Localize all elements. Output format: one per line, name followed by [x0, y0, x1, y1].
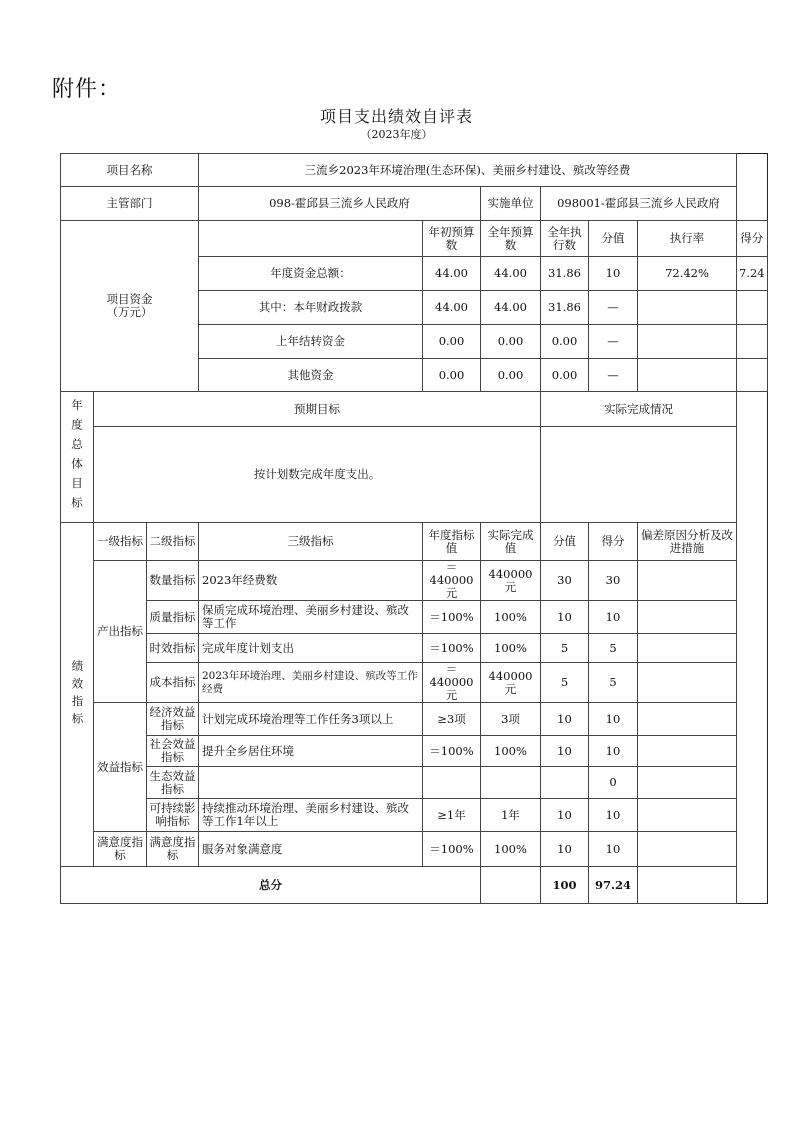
perf-col-reason: 偏差原因分析及改进措施 — [638, 523, 737, 561]
perf-reason — [638, 663, 737, 703]
perf-score: 5 — [589, 634, 638, 663]
funds-header-blank — [199, 221, 423, 257]
goals-expected-header: 预期目标 — [94, 392, 541, 427]
perf-label: 绩效指标 — [70, 659, 85, 730]
funds-row-initial: 44.00 — [423, 291, 481, 325]
project-name-value: 三流乡2023年环境治理(生态环保)、美丽乡村建设、殡改等经费 — [199, 154, 737, 187]
perf-target: ＝100% — [423, 601, 481, 634]
funds-row-annual: 44.00 — [481, 291, 541, 325]
funds-unit: （万元） — [106, 305, 153, 319]
group-output: 产出指标 — [94, 561, 147, 703]
funds-row-annual: 0.00 — [481, 325, 541, 359]
funds-label: 项目资金 — [106, 292, 153, 306]
funds-col-rate: 执行率 — [638, 221, 737, 257]
perf-reason — [638, 703, 737, 736]
goals-actual-header: 实际完成情况 — [541, 392, 737, 427]
perf-row — [61, 799, 768, 832]
perf-level3: 计划完成环境治理等工作任务3项以上 — [199, 703, 423, 736]
perf-score-value: 30 — [541, 561, 589, 601]
perf-target: ≥1年 — [423, 799, 481, 832]
perf-col-actual: 实际完成值 — [481, 523, 541, 561]
perf-level2: 满意度指标 — [147, 832, 199, 867]
funds-row-score-value: — — [589, 359, 638, 392]
perf-score: 10 — [589, 736, 638, 767]
funds-row-executed: 31.86 — [541, 291, 589, 325]
perf-target: ＝100% — [423, 634, 481, 663]
project-name-label: 项目名称 — [61, 154, 199, 187]
perf-target: ≥3项 — [423, 703, 481, 736]
perf-actual: 100% — [481, 832, 541, 867]
perf-row — [61, 703, 768, 736]
perf-target: ＝100% — [423, 832, 481, 867]
funds-row-score: 7.24 — [737, 257, 768, 291]
perf-level3: 持续推动环境治理、美丽乡村建设、殡改等工作1年以上 — [199, 799, 423, 832]
funds-row-score-value: 10 — [589, 257, 638, 291]
perf-score: 10 — [589, 703, 638, 736]
goals-label: 年度总体目标 — [70, 398, 84, 516]
perf-level3: 服务对象满意度 — [199, 832, 423, 867]
perf-score-value: 10 — [541, 703, 589, 736]
perf-col-target: 年度指标值 — [423, 523, 481, 561]
funds-row-rate — [638, 291, 737, 325]
funds-col-score-value: 分值 — [589, 221, 638, 257]
perf-level2: 成本指标 — [147, 663, 199, 703]
perf-actual: 3项 — [481, 703, 541, 736]
perf-score-value — [541, 767, 589, 799]
funds-col-score: 得分 — [737, 221, 768, 257]
perf-target: ＝440000元 — [423, 561, 481, 601]
perf-reason — [638, 767, 737, 799]
perf-level3: 2023年经费数 — [199, 561, 423, 601]
page-title: 项目支出绩效自评表 — [319, 107, 473, 126]
page-subtitle: （2023年度） — [360, 128, 433, 141]
goals-actual-text — [541, 427, 737, 523]
perf-col-score: 得分 — [589, 523, 638, 561]
funds-row-annual: 44.00 — [481, 257, 541, 291]
funds-row-score-value: — — [589, 291, 638, 325]
perf-reason — [638, 634, 737, 663]
perf-level2: 时效指标 — [147, 634, 199, 663]
funds-section-label — [61, 221, 199, 392]
perf-actual: 440000元 — [481, 663, 541, 703]
perf-col-score-value: 分值 — [541, 523, 589, 561]
perf-target: ＝440000元 — [423, 663, 481, 703]
perf-row — [61, 663, 768, 703]
funds-row-annual: 0.00 — [481, 359, 541, 392]
total-score: 97.24 — [589, 867, 638, 904]
perf-level3: 2023年环境治理、美丽乡村建设、殡改等工作经费 — [199, 663, 423, 703]
perf-reason — [638, 832, 737, 867]
perf-score: 10 — [589, 799, 638, 832]
perf-level3: 完成年度计划支出 — [199, 634, 423, 663]
attachment-label: 附件： — [52, 77, 122, 102]
perf-score-value: 10 — [541, 832, 589, 867]
perf-score: 10 — [589, 601, 638, 634]
funds-row-label: 其中：本年财政拨款 — [199, 291, 423, 325]
perf-reason — [638, 799, 737, 832]
total-row — [61, 867, 768, 904]
perf-level2: 社会效益指标 — [147, 736, 199, 767]
funds-row-initial: 0.00 — [423, 325, 481, 359]
funds-row-score — [737, 291, 768, 325]
funds-col-executed: 全年执行数 — [541, 221, 589, 257]
perf-level2: 可持续影响指标 — [147, 799, 199, 832]
perf-score: 0 — [589, 767, 638, 799]
total-blank — [481, 867, 541, 904]
perf-level2: 质量指标 — [147, 601, 199, 634]
dept-label: 主管部门 — [61, 187, 199, 221]
perf-score-value: 10 — [541, 601, 589, 634]
perf-row — [61, 832, 768, 867]
perf-score-value: 5 — [541, 663, 589, 703]
goals-section-label — [61, 392, 94, 523]
perf-actual: 100% — [481, 634, 541, 663]
perf-level2: 生态效益指标 — [147, 767, 199, 799]
goals-expected-text: 按计划数完成年度支出。 — [94, 427, 541, 523]
funds-row-rate: 72.42% — [638, 257, 737, 291]
perf-col-level1: 一级指标 — [94, 523, 147, 561]
funds-row-label: 其他资金 — [199, 359, 423, 392]
perf-reason — [638, 601, 737, 634]
funds-row-score — [737, 325, 768, 359]
impl-label: 实施单位 — [481, 187, 541, 221]
perf-reason — [638, 736, 737, 767]
perf-score: 10 — [589, 832, 638, 867]
funds-row-initial: 0.00 — [423, 359, 481, 392]
perf-actual — [481, 767, 541, 799]
funds-row-executed: 0.00 — [541, 325, 589, 359]
funds-row-rate — [638, 359, 737, 392]
perf-row — [61, 634, 768, 663]
perf-col-level2: 二级指标 — [147, 523, 199, 561]
perf-level3: 提升全乡居住环境 — [199, 736, 423, 767]
perf-level3: 保质完成环境治理、美丽乡村建设、殡改等工作 — [199, 601, 423, 634]
funds-row-score-value: — — [589, 325, 638, 359]
perf-actual: 100% — [481, 736, 541, 767]
perf-score-value: 10 — [541, 799, 589, 832]
perf-target — [423, 767, 481, 799]
funds-row-label: 上年结转资金 — [199, 325, 423, 359]
perf-col-level3: 三级指标 — [199, 523, 423, 561]
perf-target: ＝100% — [423, 736, 481, 767]
funds-row-initial: 44.00 — [423, 257, 481, 291]
group-benefit: 效益指标 — [94, 703, 147, 832]
perf-row — [61, 601, 768, 634]
perf-score-value: 5 — [541, 634, 589, 663]
perf-level3 — [199, 767, 423, 799]
funds-row-rate — [638, 325, 737, 359]
perf-score: 5 — [589, 663, 638, 703]
funds-col-initial: 年初预算数 — [423, 221, 481, 257]
funds-row-score — [737, 359, 768, 392]
impl-value: 098001-霍邱县三流乡人民政府 — [541, 187, 737, 221]
dept-value: 098-霍邱县三流乡人民政府 — [199, 187, 481, 221]
perf-score-value: 10 — [541, 736, 589, 767]
perf-actual: 1年 — [481, 799, 541, 832]
total-reason — [638, 867, 737, 904]
funds-row-label: 年度资金总额： — [199, 257, 423, 291]
perf-row — [61, 736, 768, 767]
perf-level2: 经济效益指标 — [147, 703, 199, 736]
perf-row — [61, 561, 768, 601]
perf-level2: 数量指标 — [147, 561, 199, 601]
total-label: 总分 — [61, 867, 481, 904]
perf-reason — [638, 561, 737, 601]
evaluation-table — [60, 153, 768, 904]
total-score-value: 100 — [541, 867, 589, 904]
perf-score: 30 — [589, 561, 638, 601]
group-satisfaction: 满意度指标 — [94, 832, 147, 867]
perf-section-label — [61, 523, 94, 867]
perf-actual: 100% — [481, 601, 541, 634]
perf-actual: 440000元 — [481, 561, 541, 601]
funds-col-annual: 全年预算数 — [481, 221, 541, 257]
funds-row-executed: 31.86 — [541, 257, 589, 291]
perf-row — [61, 767, 768, 799]
funds-row-executed: 0.00 — [541, 359, 589, 392]
